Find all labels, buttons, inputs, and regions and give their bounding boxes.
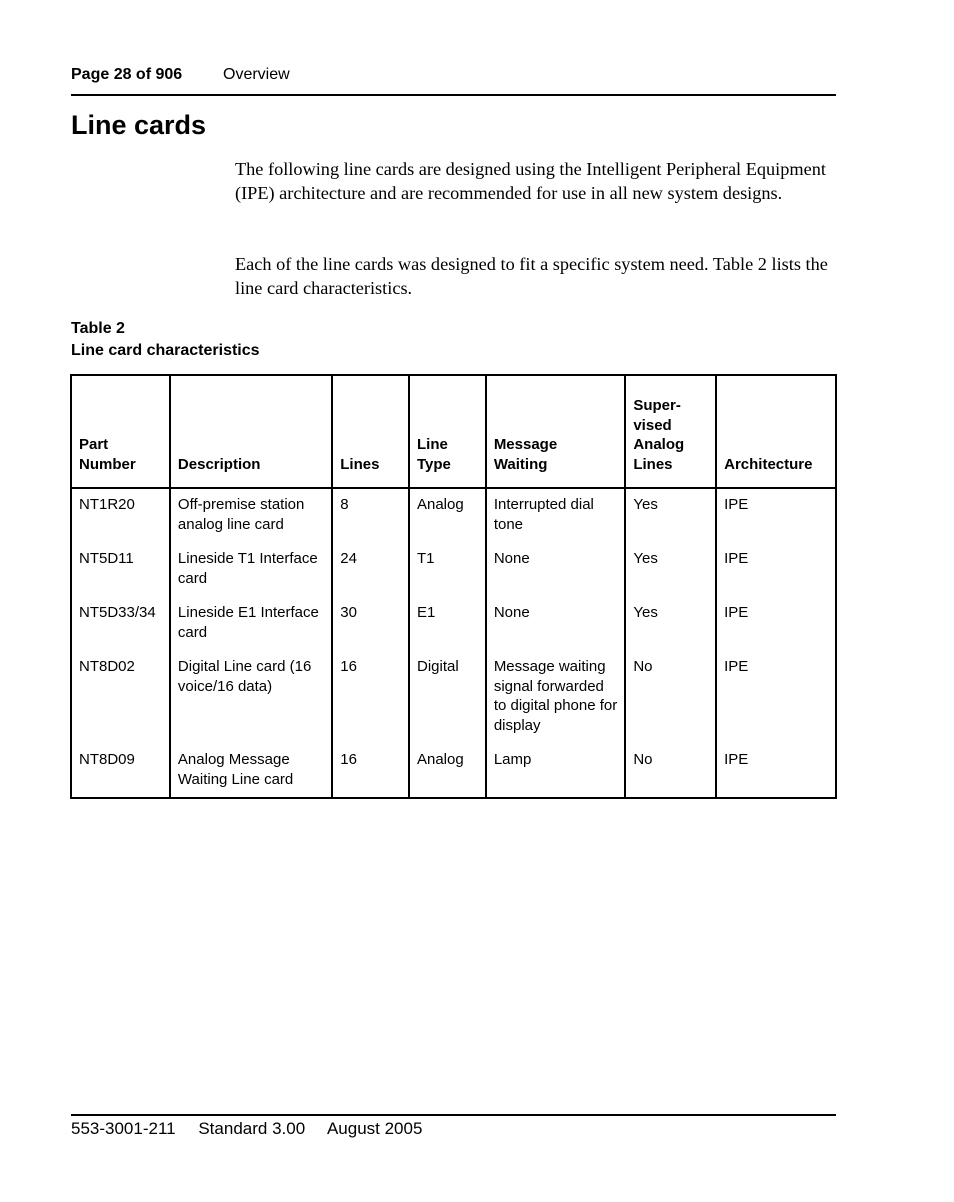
cell-supervised: Yes	[625, 488, 716, 549]
cell-line-type: T1	[409, 549, 486, 603]
cell-description: Off-premise station analog line card	[170, 488, 332, 549]
cell-architecture: IPE	[716, 549, 836, 603]
cell-part-number: NT8D09	[71, 750, 170, 798]
cell-part-number: NT1R20	[71, 488, 170, 549]
cell-part-number: NT5D11	[71, 549, 170, 603]
cell-description: Lineside E1 Interface card	[170, 603, 332, 657]
cell-part-number: NT5D33/34	[71, 603, 170, 657]
line-card-table	[70, 374, 837, 799]
table-row	[71, 549, 836, 603]
header-line-type: Line Type	[409, 375, 486, 488]
header-message-waiting: Message Waiting	[486, 375, 626, 488]
header-supervised-analog-lines: Super-vised Analog Lines	[625, 375, 716, 488]
page-footer	[71, 1114, 836, 1139]
cell-line-type: Analog	[409, 750, 486, 798]
cell-line-type: E1	[409, 603, 486, 657]
cell-line-type: Analog	[409, 488, 486, 549]
cell-architecture: IPE	[716, 603, 836, 657]
cell-lines: 8	[332, 488, 409, 549]
cell-lines: 16	[332, 657, 409, 750]
document-number: 553-3001-211	[71, 1119, 176, 1138]
cell-supervised: Yes	[625, 603, 716, 657]
table-row	[71, 657, 836, 750]
header-lines: Lines	[332, 375, 409, 488]
page-title: Line cards	[71, 110, 207, 140]
header-architecture: Architecture	[716, 375, 836, 488]
cell-message-waiting: None	[486, 549, 626, 603]
cell-supervised: No	[625, 750, 716, 798]
cell-architecture: IPE	[716, 657, 836, 750]
table-number: Table 2	[71, 320, 125, 337]
cell-architecture: IPE	[716, 750, 836, 798]
cell-line-type: Digital	[409, 657, 486, 750]
header-description: Description	[170, 375, 332, 488]
table-caption	[71, 318, 260, 362]
intro-paragraph: The following line cards are designed using the Intelligent Peripheral Equipment (IPE) architecture and are recommended for use in all new system designs.	[235, 159, 826, 203]
cell-architecture: IPE	[716, 488, 836, 549]
cell-lines: 24	[332, 549, 409, 603]
page-number: Page 28 of 906	[71, 66, 183, 83]
cell-lines: 16	[332, 750, 409, 798]
cell-message-waiting: Interrupted dial tone	[486, 488, 626, 549]
cell-message-waiting: Lamp	[486, 750, 626, 798]
cell-supervised: Yes	[625, 549, 716, 603]
cell-lines: 30	[332, 603, 409, 657]
cell-description: Digital Line card (16 voice/16 data)	[170, 657, 332, 750]
cell-supervised: No	[625, 657, 716, 750]
document-version: Standard 3.00	[198, 1119, 306, 1138]
table-reference-paragraph: Each of the line cards was designed to fit a specific system need. Table 2 lists the line card characteristics.	[235, 254, 828, 298]
cell-message-waiting: None	[486, 603, 626, 657]
document-date: August 2005	[326, 1119, 423, 1138]
header-part-number: Part Number	[71, 375, 170, 488]
table-row	[71, 488, 836, 549]
cell-part-number: NT8D02	[71, 657, 170, 750]
table-row	[71, 603, 836, 657]
cell-description: Analog Message Waiting Line card	[170, 750, 332, 798]
page-header	[71, 66, 836, 96]
table-header-row	[71, 375, 836, 488]
table-title: Line card characteristics	[71, 342, 260, 359]
table-row	[71, 750, 836, 798]
section-name: Overview	[223, 66, 290, 83]
cell-message-waiting: Message waiting signal forwarded to digital phone for display	[486, 657, 626, 750]
cell-description: Lineside T1 Interface card	[170, 549, 332, 603]
